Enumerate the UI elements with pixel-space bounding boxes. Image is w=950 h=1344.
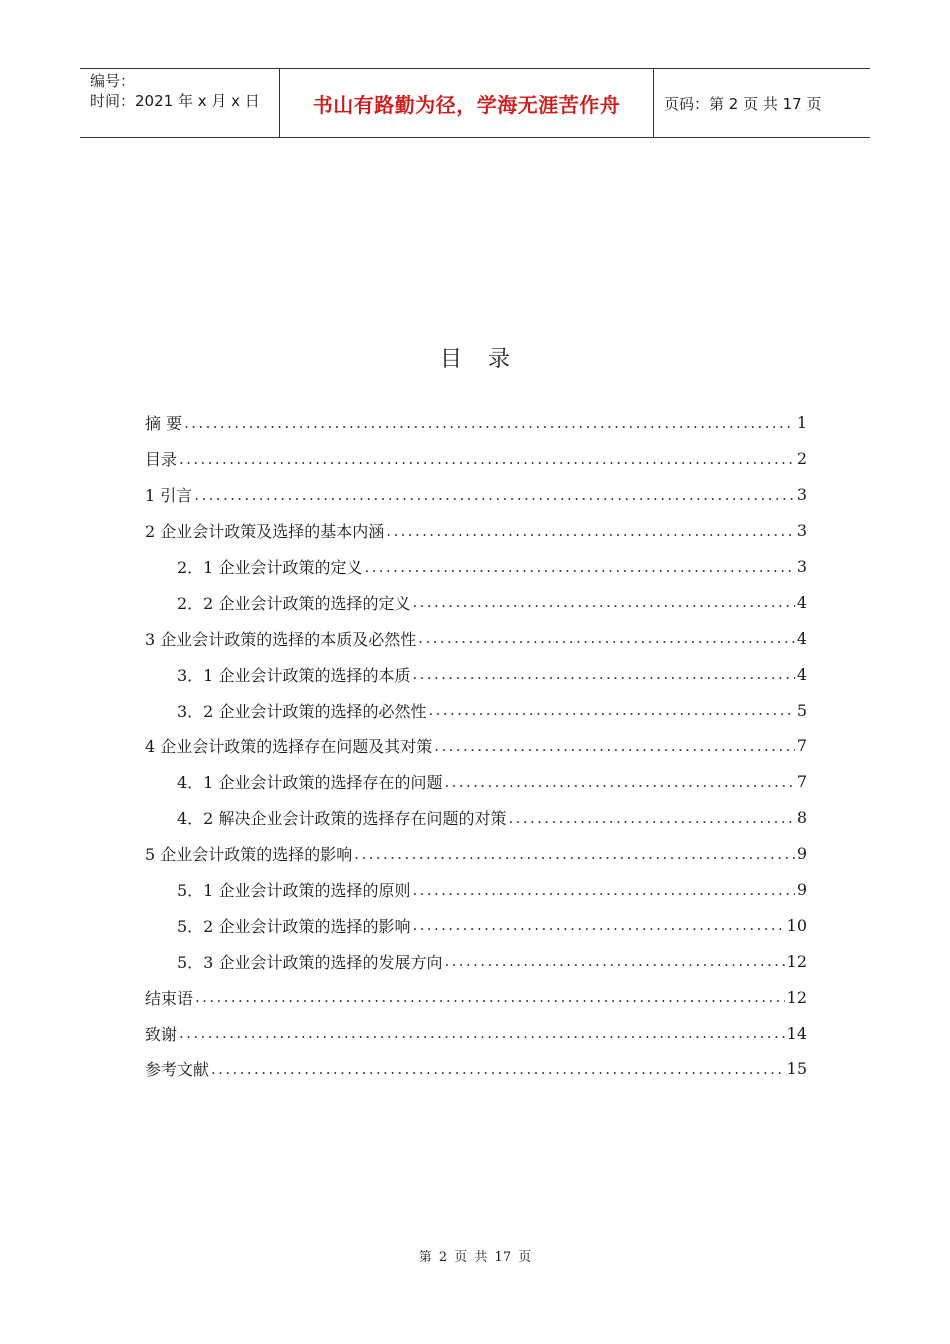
toc-entry-page: 15	[786, 1059, 807, 1079]
toc-entry[interactable]	[145, 584, 807, 620]
toc-entry[interactable]	[145, 441, 807, 477]
toc-entry-label: 5 企业会计政策的选择的影响	[145, 845, 353, 865]
document-date-label: 时间：2021 年 x 月 x 日	[90, 92, 260, 110]
toc-entry-label: 目录	[145, 450, 178, 470]
page-footer: 第 2 页 共 17 页	[418, 1250, 532, 1265]
toc-entry-label: 2 企业会计政策及选择的基本内涵	[145, 522, 385, 542]
toc-entry-page: 4	[796, 664, 807, 684]
toc-entry-label: 参考文献	[145, 1060, 210, 1080]
toc-entry-page: 8	[796, 808, 807, 828]
toc-entry[interactable]	[145, 405, 807, 441]
toc-entry-label: 4．1 企业会计政策的选择存在的问题	[177, 773, 443, 793]
document-number-label: 编号：	[90, 72, 136, 90]
toc-leader-dots	[386, 522, 795, 540]
toc-entry-label: 5．1 企业会计政策的选择的原则	[177, 881, 411, 901]
toc-entry-label: 1 引言	[145, 486, 193, 506]
toc-entry-label: 3．2 企业会计政策的选择的必然性	[177, 701, 427, 721]
toc-leader-dots	[179, 450, 795, 468]
page-header	[80, 68, 870, 138]
toc-leader-dots	[434, 737, 795, 755]
toc-entry-page: 3	[796, 521, 807, 541]
toc-leader-dots	[354, 845, 795, 863]
toc-entry-label: 结束语	[145, 988, 194, 1008]
toc-entry-page: 12	[786, 951, 807, 971]
toc-leader-dots	[211, 1060, 785, 1078]
toc-entry-label: 2．2 企业会计政策的选择的定义	[177, 593, 411, 613]
toc-entry[interactable]	[145, 1051, 807, 1087]
toc-entry-page: 5	[796, 700, 807, 720]
toc-entry[interactable]	[145, 1015, 807, 1051]
toc-entry-page: 14	[786, 1023, 807, 1043]
toc-leader-dots	[444, 952, 784, 970]
toc-entry-page: 3	[796, 485, 807, 505]
toc-entry-label: 3．1 企业会计政策的选择的本质	[177, 665, 411, 685]
toc-entry[interactable]	[145, 800, 807, 836]
toc-entry-page: 9	[796, 880, 807, 900]
toc-leader-dots	[508, 809, 794, 827]
header-page-label: 页码：第 2 页 共 17 页	[664, 94, 822, 113]
header-info-cell	[80, 69, 280, 137]
toc-leader-dots	[194, 486, 795, 504]
toc-leader-dots	[444, 773, 794, 791]
toc-entry-page: 4	[796, 628, 807, 648]
toc-leader-dots	[412, 916, 784, 934]
toc-entry[interactable]	[145, 979, 807, 1015]
toc-title: 目录	[439, 347, 536, 372]
toc-entry[interactable]	[145, 656, 807, 692]
toc-entry[interactable]	[145, 836, 807, 872]
toc-entry-label: 5．3 企业会计政策的选择的发展方向	[177, 952, 443, 972]
toc-leader-dots	[179, 1024, 785, 1042]
toc-entry-label: 4 企业会计政策的选择存在问题及其对策	[145, 737, 433, 757]
toc-entry-page: 10	[786, 915, 807, 935]
toc-leader-dots	[412, 593, 794, 611]
header-motto: 书山有路勤为径，学海无涯苦作舟	[280, 69, 654, 137]
toc-entry-label: 4．2 解决企业会计政策的选择存在问题的对策	[177, 809, 507, 829]
toc-entry[interactable]	[145, 549, 807, 585]
toc-entry-label: 2．1 企业会计政策的定义	[177, 558, 363, 577]
toc-entry-page: 3	[796, 557, 807, 576]
toc-leader-dots	[412, 665, 794, 683]
table-of-contents	[145, 405, 807, 1087]
toc-entry[interactable]	[145, 513, 807, 549]
toc-entry-page: 4	[796, 592, 807, 612]
toc-entry-page: 9	[796, 844, 807, 864]
toc-leader-dots	[418, 629, 795, 647]
toc-entry-page: 2	[796, 449, 807, 469]
toc-leader-dots	[364, 558, 794, 576]
toc-entry[interactable]	[145, 943, 807, 979]
toc-leader-dots	[195, 988, 785, 1006]
toc-entry[interactable]	[145, 764, 807, 800]
toc-entry-label: 5．2 企业会计政策的选择的影响	[177, 916, 411, 936]
toc-entry[interactable]	[145, 692, 807, 728]
toc-leader-dots	[412, 881, 794, 899]
toc-entry-label: 致谢	[145, 1024, 178, 1044]
toc-entry[interactable]	[145, 872, 807, 908]
toc-entry-page: 7	[796, 772, 807, 792]
toc-entry[interactable]	[145, 728, 807, 764]
toc-entry[interactable]	[145, 477, 807, 513]
toc-entry-label: 3 企业会计政策的选择的本质及必然性	[145, 629, 417, 649]
toc-entry-label: 摘 要	[145, 414, 183, 434]
toc-entry-page: 7	[796, 736, 807, 756]
toc-entry[interactable]	[145, 907, 807, 943]
toc-entry-page: 1	[796, 413, 807, 433]
toc-entry[interactable]	[145, 620, 807, 656]
toc-entry-page: 12	[786, 987, 807, 1007]
toc-leader-dots	[184, 414, 795, 432]
toc-leader-dots	[428, 701, 794, 719]
